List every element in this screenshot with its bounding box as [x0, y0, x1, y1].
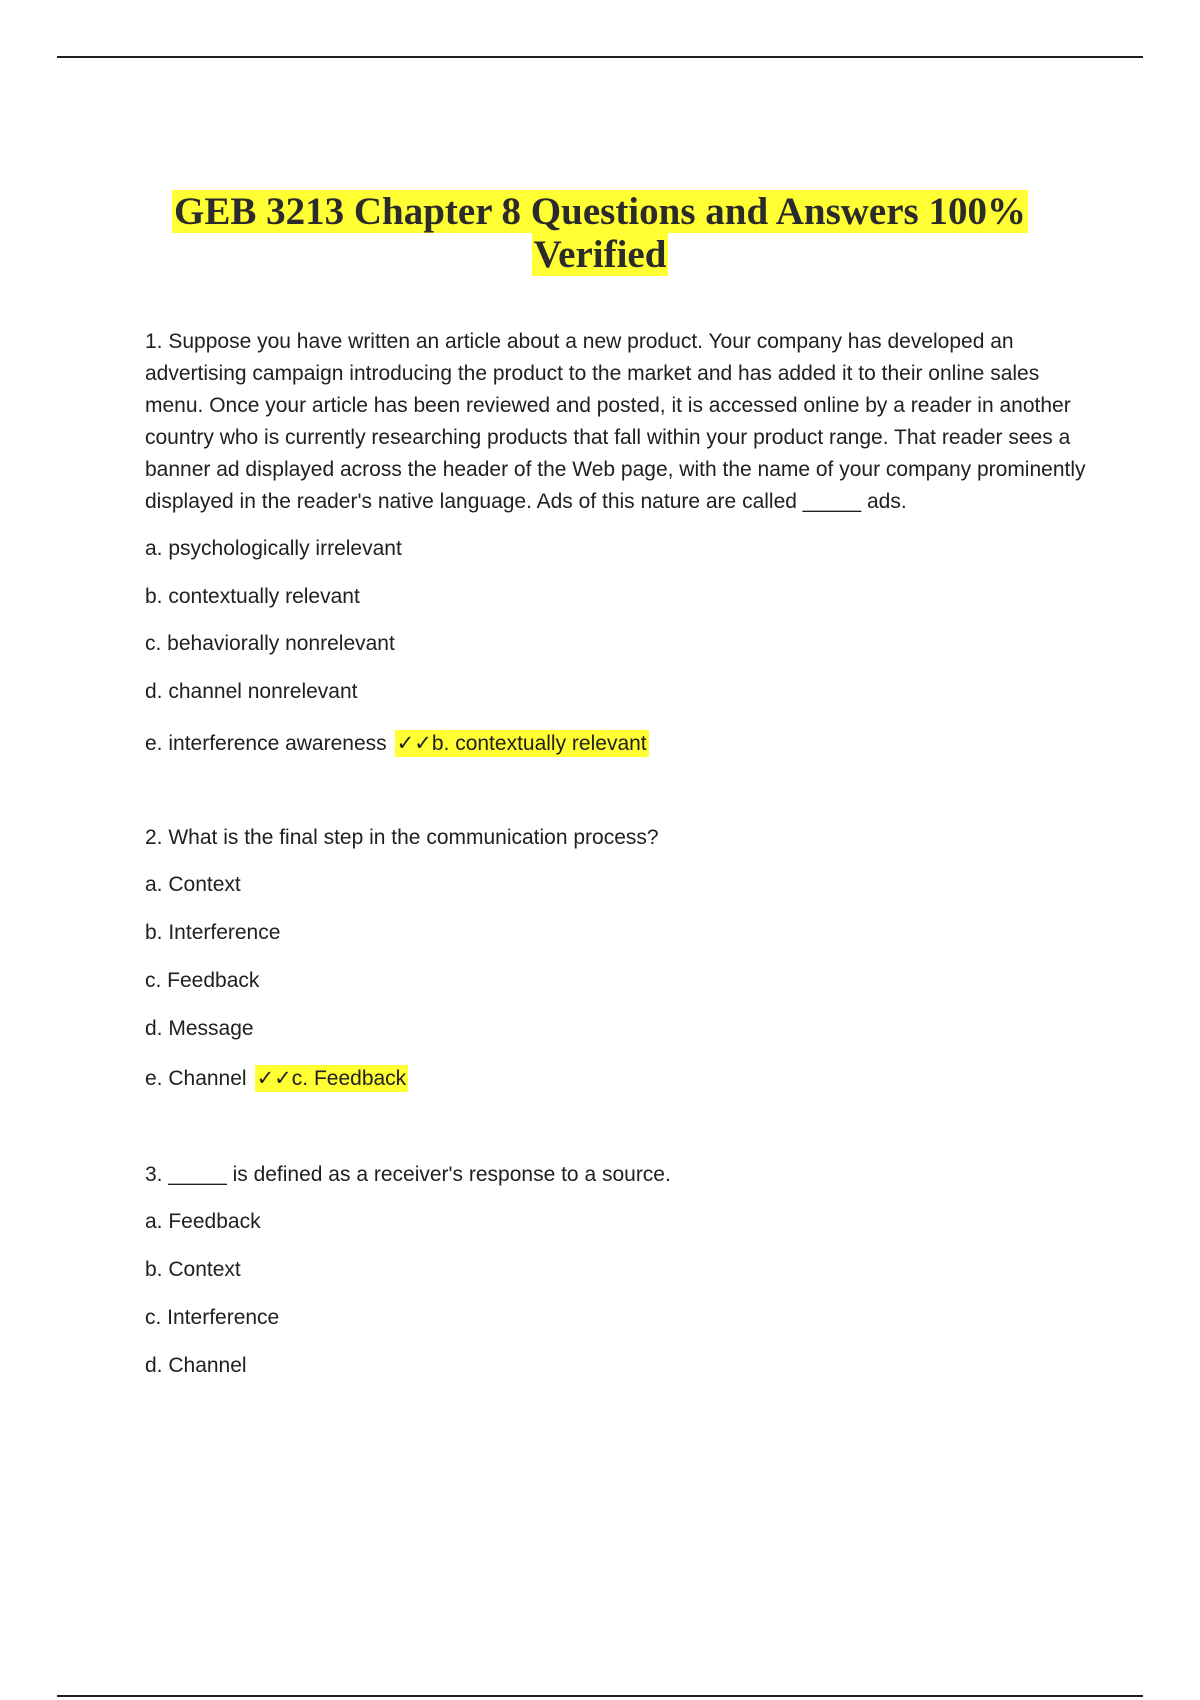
check-mark-icon: ✓✓	[256, 1066, 292, 1090]
question-2-option-e-label: e. Channel	[145, 1067, 247, 1090]
question-1-text: 1. Suppose you have written an article about a new product. Your company has developed an advertising campaign introducing the product to the market and has added it to their online sales menu. Once your article has been reviewed and posted, it is accessed online by a reader in another country who is currently researching products that fall within your product range. That reader sees a banner ad displayed across the header of the Web page, with the name of your company prominently displayed in the reader's native language. Ads of this nature are called _____ ads.	[145, 330, 1086, 513]
question-3-option-b: b. Context	[145, 1258, 241, 1281]
question-1-option-c: c. behaviorally nonrelevant	[145, 632, 395, 655]
top-rule	[57, 56, 1143, 58]
question-1-option-a: a. psychologically irrelevant	[145, 537, 402, 560]
check-mark-icon: ✓✓	[396, 731, 432, 755]
question-1-option-d: d. channel nonrelevant	[145, 680, 358, 703]
question-1	[145, 326, 1095, 759]
question-3-option-c: c. Interference	[145, 1306, 280, 1329]
question-3-option-a: a. Feedback	[145, 1210, 261, 1233]
bottom-rule	[57, 1695, 1143, 1697]
question-1-option-b: b. contextually relevant	[145, 585, 360, 608]
question-2-option-d: d. Message	[145, 1017, 254, 1040]
question-1-answer	[395, 730, 649, 757]
question-1-option-e	[145, 728, 1095, 759]
question-2-answer	[255, 1065, 409, 1092]
question-2-text: 2. What is the final step in the communication process?	[145, 826, 659, 849]
document-title	[0, 190, 1200, 276]
questions-body	[145, 326, 1095, 1381]
question-2	[145, 822, 1095, 1094]
title-line-1: GEB 3213 Chapter 8 Questions and Answers 100%	[174, 190, 1026, 233]
question-2-option-a: a. Context	[145, 873, 241, 896]
question-1-answer-text: b. contextually relevant	[431, 732, 647, 755]
question-2-option-c: c. Feedback	[145, 969, 260, 992]
question-2-answer-text: c. Feedback	[291, 1067, 407, 1090]
question-2-option-e	[145, 1063, 1095, 1094]
question-3-option-d: d. Channel	[145, 1354, 247, 1377]
question-3-text: 3. _____ is defined as a receiver's response to a source.	[145, 1163, 671, 1186]
title-line-2: Verified	[533, 233, 667, 276]
question-3	[145, 1159, 1095, 1381]
question-2-option-b: b. Interference	[145, 921, 281, 944]
question-1-option-e-label: e. interference awareness	[145, 732, 387, 755]
